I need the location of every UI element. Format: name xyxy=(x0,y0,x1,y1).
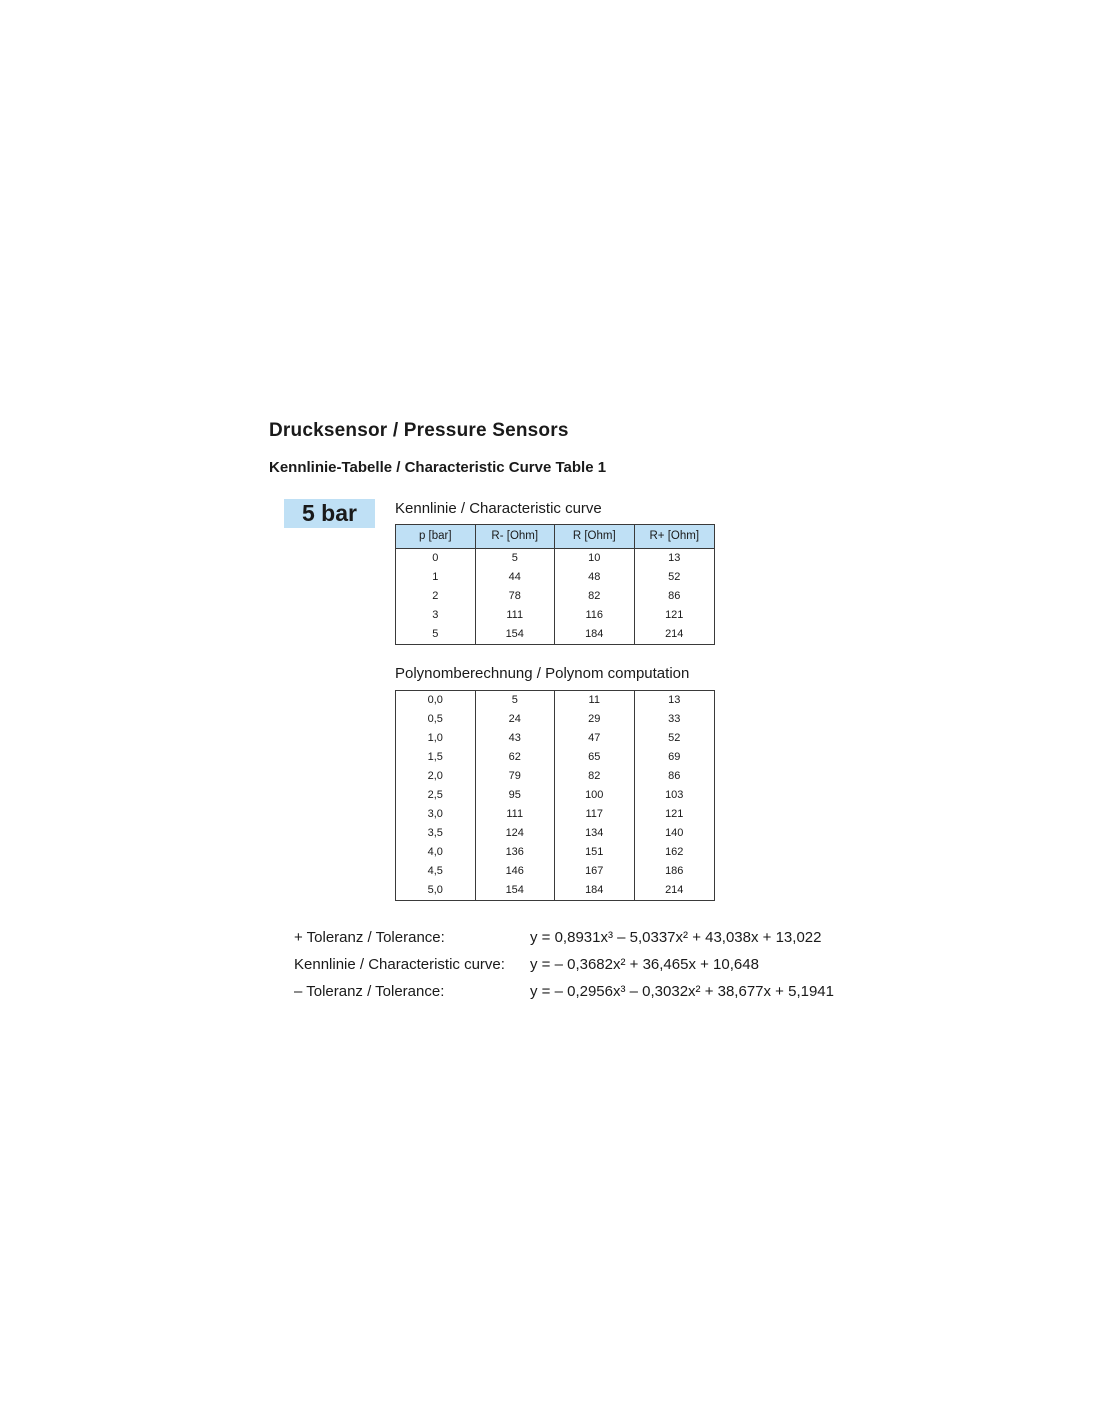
table-cell: 3 xyxy=(396,606,476,625)
page-title: Drucksensor / Pressure Sensors xyxy=(269,420,569,441)
column-header-r-minus: R- [Ohm] xyxy=(476,525,556,548)
table-header-row xyxy=(396,525,714,549)
table-cell: 5 xyxy=(396,625,476,644)
table-row xyxy=(396,824,714,843)
table-row xyxy=(396,881,714,900)
column-header-pressure: p [bar] xyxy=(396,525,476,548)
table-cell: 116 xyxy=(555,606,635,625)
table-cell: 43 xyxy=(476,729,556,748)
table-cell: 103 xyxy=(665,789,684,801)
column-header-r-plus: R+ [Ohm] xyxy=(649,530,700,542)
table-cell: 111 xyxy=(476,606,556,625)
table-cell: 214 xyxy=(665,628,684,640)
table-cell: 0 xyxy=(396,549,476,568)
table-row xyxy=(396,862,714,881)
table-row xyxy=(396,748,714,767)
table-cell: 10 xyxy=(555,549,635,568)
table-cell: 162 xyxy=(665,846,684,858)
table-row xyxy=(396,786,714,805)
characteristic-curve-label: Kennlinie / Characteristic curve: xyxy=(294,956,505,973)
table-cell: 62 xyxy=(476,748,556,767)
table-cell: 4,0 xyxy=(396,843,476,862)
table-row xyxy=(396,606,714,625)
table-cell: 214 xyxy=(665,884,684,896)
table-cell: 11 xyxy=(555,691,635,710)
table-cell: 3,0 xyxy=(396,805,476,824)
table-cell: 140 xyxy=(665,827,684,839)
table-cell: 0,0 xyxy=(396,691,476,710)
table-cell: 136 xyxy=(476,843,556,862)
table-row xyxy=(396,805,714,824)
minus-tolerance-equation: y = – 0,2956x³ – 0,3032x² + 38,677x + 5,1941 xyxy=(530,983,834,1000)
polynom-table-label: Polynomberechnung / Polynom computation xyxy=(395,665,690,682)
table-cell: 151 xyxy=(555,843,635,862)
page-subtitle: Kennlinie-Tabelle / Characteristic Curve Table 1 xyxy=(269,459,607,476)
table-cell: 121 xyxy=(665,609,684,621)
table-cell: 134 xyxy=(555,824,635,843)
table-cell: 65 xyxy=(555,748,635,767)
table-cell: 24 xyxy=(476,710,556,729)
polynom-computation-table xyxy=(395,690,715,901)
table-cell: 3,5 xyxy=(396,824,476,843)
table-cell: 2,5 xyxy=(396,786,476,805)
table-cell: 5 xyxy=(476,691,556,710)
table-cell: 167 xyxy=(555,862,635,881)
table-cell: 78 xyxy=(476,587,556,606)
table-cell: 86 xyxy=(668,590,681,602)
table-cell: 33 xyxy=(668,713,681,725)
pressure-range-badge: 5 bar xyxy=(284,499,375,528)
table-cell: 1,0 xyxy=(396,729,476,748)
table-cell: 44 xyxy=(476,568,556,587)
table-cell: 117 xyxy=(555,805,635,824)
table-cell: 1,5 xyxy=(396,748,476,767)
table-cell: 47 xyxy=(555,729,635,748)
table-row xyxy=(396,625,714,644)
table-cell: 154 xyxy=(476,881,556,900)
curve-table-label: Kennlinie / Characteristic curve xyxy=(395,500,602,517)
table-cell: 0,5 xyxy=(396,710,476,729)
characteristic-curve-equation: y = – 0,3682x² + 36,465x + 10,648 xyxy=(530,956,759,973)
table-cell: 29 xyxy=(555,710,635,729)
table-cell: 124 xyxy=(476,824,556,843)
table-row xyxy=(396,710,714,729)
table-row xyxy=(396,549,714,568)
table-cell: 79 xyxy=(476,767,556,786)
table-cell: 100 xyxy=(555,786,635,805)
table-cell: 2 xyxy=(396,587,476,606)
column-header-r: R [Ohm] xyxy=(555,525,635,548)
table-cell: 4,5 xyxy=(396,862,476,881)
table-row xyxy=(396,691,714,710)
table-row xyxy=(396,587,714,606)
table-cell: 95 xyxy=(476,786,556,805)
table-cell: 48 xyxy=(555,568,635,587)
table-row xyxy=(396,729,714,748)
table-cell: 82 xyxy=(555,767,635,786)
table-cell: 13 xyxy=(668,694,681,706)
table-cell: 184 xyxy=(555,625,635,644)
table-cell: 111 xyxy=(476,805,556,824)
table-row xyxy=(396,767,714,786)
table-cell: 121 xyxy=(665,808,684,820)
table-cell: 186 xyxy=(665,865,684,877)
table-cell: 5 xyxy=(476,549,556,568)
table-cell: 52 xyxy=(668,571,681,583)
characteristic-curve-table xyxy=(395,524,715,645)
table-cell: 184 xyxy=(555,881,635,900)
table-cell: 69 xyxy=(668,751,681,763)
table-cell: 154 xyxy=(476,625,556,644)
table-cell: 13 xyxy=(668,552,681,564)
table-cell: 146 xyxy=(476,862,556,881)
table-cell: 52 xyxy=(668,732,681,744)
plus-tolerance-equation: y = 0,8931x³ – 5,0337x² + 43,038x + 13,022 xyxy=(530,929,822,946)
table-cell: 82 xyxy=(555,587,635,606)
table-cell: 1 xyxy=(396,568,476,587)
table-cell: 2,0 xyxy=(396,767,476,786)
table-cell: 5,0 xyxy=(396,881,476,900)
table-row xyxy=(396,568,714,587)
minus-tolerance-label: – Toleranz / Tolerance: xyxy=(294,983,445,1000)
plus-tolerance-label: + Toleranz / Tolerance: xyxy=(294,929,445,946)
table-cell: 86 xyxy=(668,770,681,782)
table-row xyxy=(396,843,714,862)
